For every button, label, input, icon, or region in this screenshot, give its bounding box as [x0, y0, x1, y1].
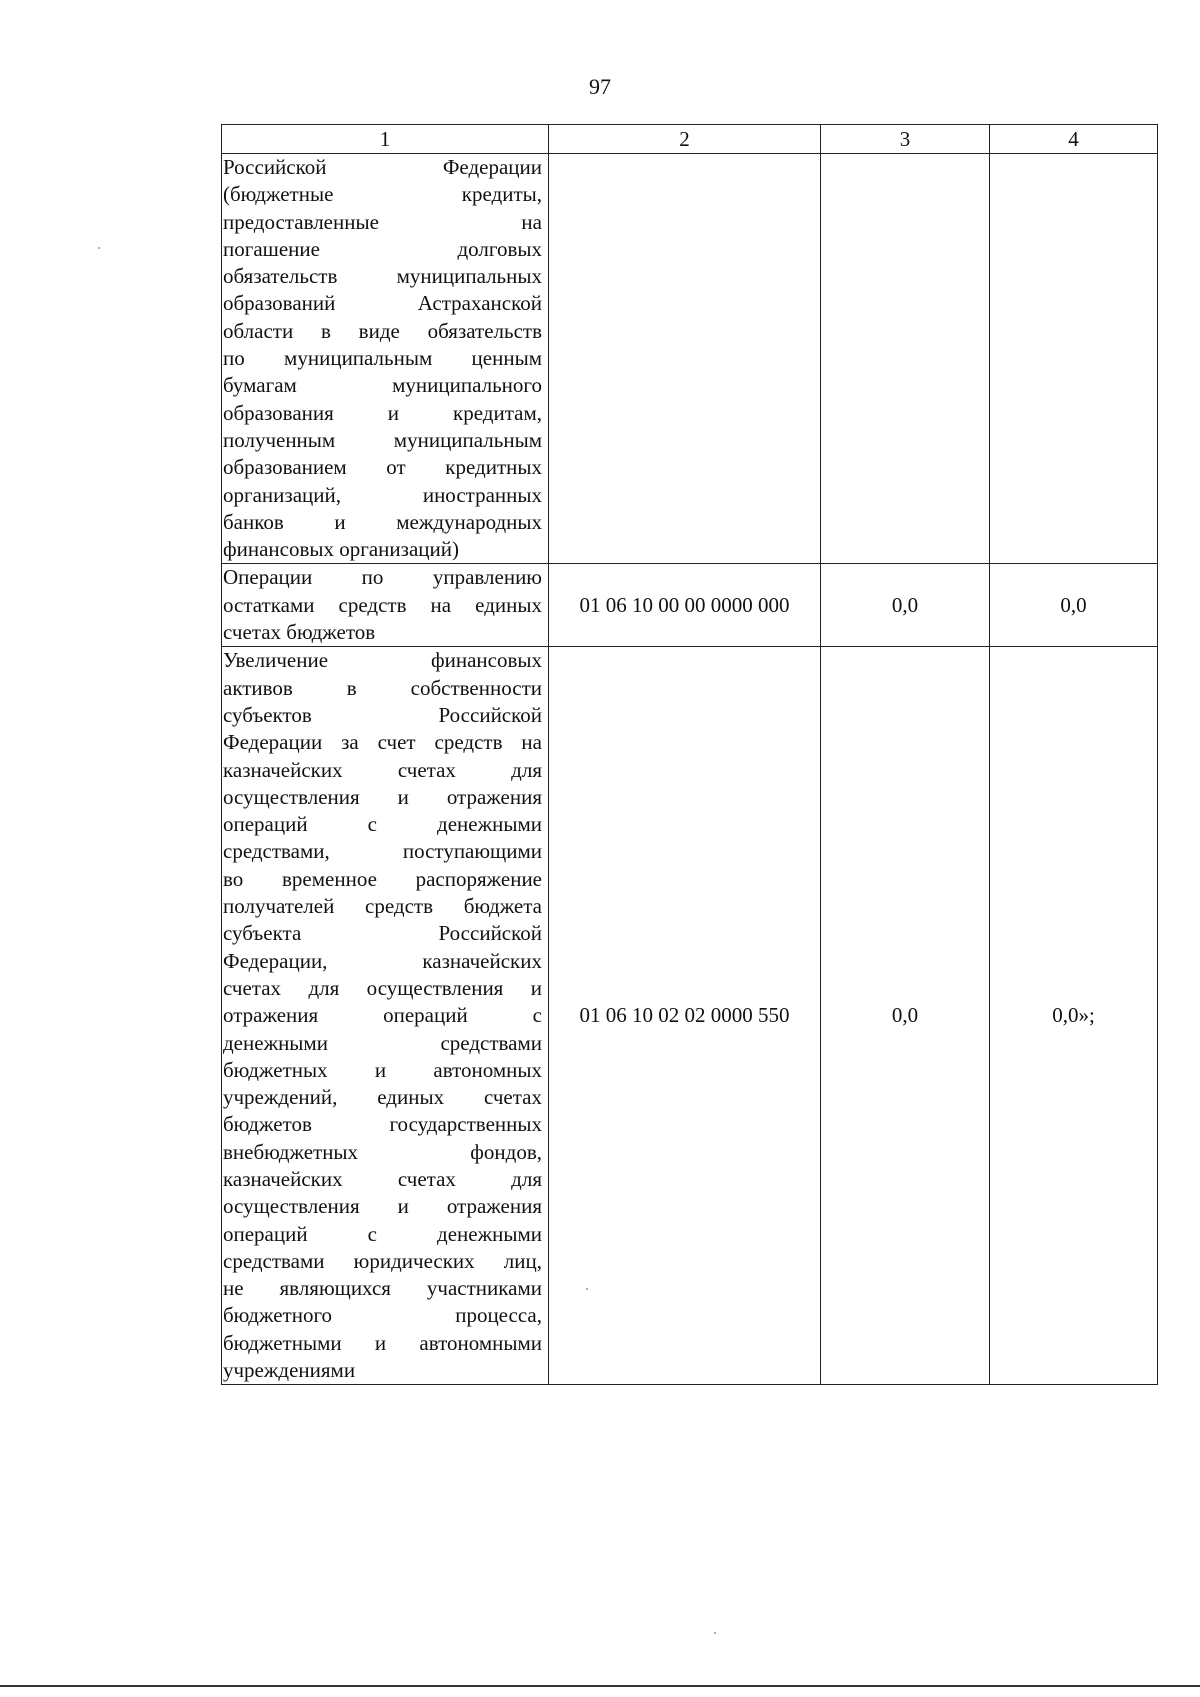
row-value-col3: 0,0	[821, 564, 990, 647]
description-line: счетах для осуществления и	[223, 975, 542, 1000]
budget-sources-table	[221, 124, 1158, 1385]
description-line: Федерации, казначейских	[223, 948, 542, 973]
description-line: Российской Федерации	[223, 155, 542, 179]
description-line: казначейских счетах для	[223, 1166, 542, 1191]
description-line: бюджетов государственных	[223, 1112, 542, 1137]
description-line: во временное распоряжение	[223, 866, 542, 891]
table-row	[222, 564, 1158, 647]
description-line: по муниципальным ценным	[223, 346, 542, 371]
description-line: остатками средств на единых	[223, 592, 542, 617]
description-line: Операции по управлению	[223, 565, 542, 590]
row-description	[222, 564, 549, 647]
description-line: осуществления и отражения	[223, 784, 542, 809]
description-line: бюджетными и автономными	[223, 1330, 542, 1355]
scan-speck	[586, 1288, 588, 1290]
page-bottom-rule	[0, 1685, 1200, 1687]
description-line: не являющихся участниками	[223, 1276, 542, 1301]
description-line: бюджетного процесса,	[223, 1303, 542, 1328]
description-line: средствами юридических лиц,	[223, 1248, 542, 1273]
description-line: банков и международных	[223, 509, 542, 534]
row-code: 01 06 10 02 02 0000 550	[549, 647, 821, 1385]
row-description	[222, 647, 549, 1385]
description-line: казначейских счетах для	[223, 757, 542, 782]
description-line: активов в собственности	[223, 675, 542, 700]
description-line: обязательств муниципальных	[223, 264, 542, 289]
row-description	[222, 154, 549, 564]
description-line: внебюджетных фондов,	[223, 1139, 542, 1164]
description-line: учреждениями	[223, 1358, 356, 1383]
page-number: 97	[589, 74, 611, 99]
description-line: получателей средств бюджета	[223, 894, 542, 919]
description-line: организаций, иностранных	[223, 482, 542, 507]
scan-speck	[98, 247, 100, 249]
column-header-4: 4	[990, 125, 1158, 154]
column-header-2: 2	[549, 125, 821, 154]
table-row	[222, 154, 1158, 564]
description-line: субъектов Российской	[223, 702, 542, 727]
row-code: 01 06 10 00 00 0000 000	[549, 564, 821, 647]
description-line: отражения операций с	[223, 1003, 542, 1028]
description-line: учреждений, единых счетах	[223, 1085, 542, 1110]
row-value-col4: 0,0	[990, 564, 1158, 647]
description-line: Увеличение финансовых	[223, 648, 542, 673]
row-value-col4: 0,0»;	[990, 647, 1158, 1385]
description-line: операций с денежными	[223, 1221, 542, 1246]
description-line: образованием от кредитных	[223, 455, 542, 480]
row-value-col4	[990, 154, 1158, 564]
description-line: денежными средствами	[223, 1030, 542, 1055]
description-line: Федерации за счет средств на	[223, 730, 542, 755]
description-line: полученным муниципальным	[223, 427, 542, 452]
description-line: субъекта Российской	[223, 921, 542, 946]
column-header-3: 3	[821, 125, 990, 154]
description-line: образования и кредитам,	[223, 400, 542, 425]
description-line: осуществления и отражения	[223, 1194, 542, 1219]
description-line: операций с денежными	[223, 812, 542, 837]
description-line: предоставленные на	[223, 209, 542, 234]
description-line: образований Астраханской	[223, 291, 542, 316]
description-line: погашение долговых	[223, 236, 542, 261]
description-line: бюджетных и автономных	[223, 1057, 542, 1082]
description-line: средствами, поступающими	[223, 839, 542, 864]
column-header-1: 1	[222, 125, 549, 154]
row-value-col3	[821, 154, 990, 564]
row-code	[549, 154, 821, 564]
table-row	[222, 647, 1158, 1385]
description-line: финансовых организаций)	[223, 537, 459, 562]
row-value-col3: 0,0	[821, 647, 990, 1385]
description-line: области в виде обязательств	[223, 318, 542, 343]
description-line: счетах бюджетов	[223, 620, 376, 645]
description-line: (бюджетные кредиты,	[223, 182, 542, 207]
scan-speck	[714, 1632, 716, 1634]
description-line: бумагам муниципального	[223, 373, 542, 398]
table-header-row	[222, 125, 1158, 154]
